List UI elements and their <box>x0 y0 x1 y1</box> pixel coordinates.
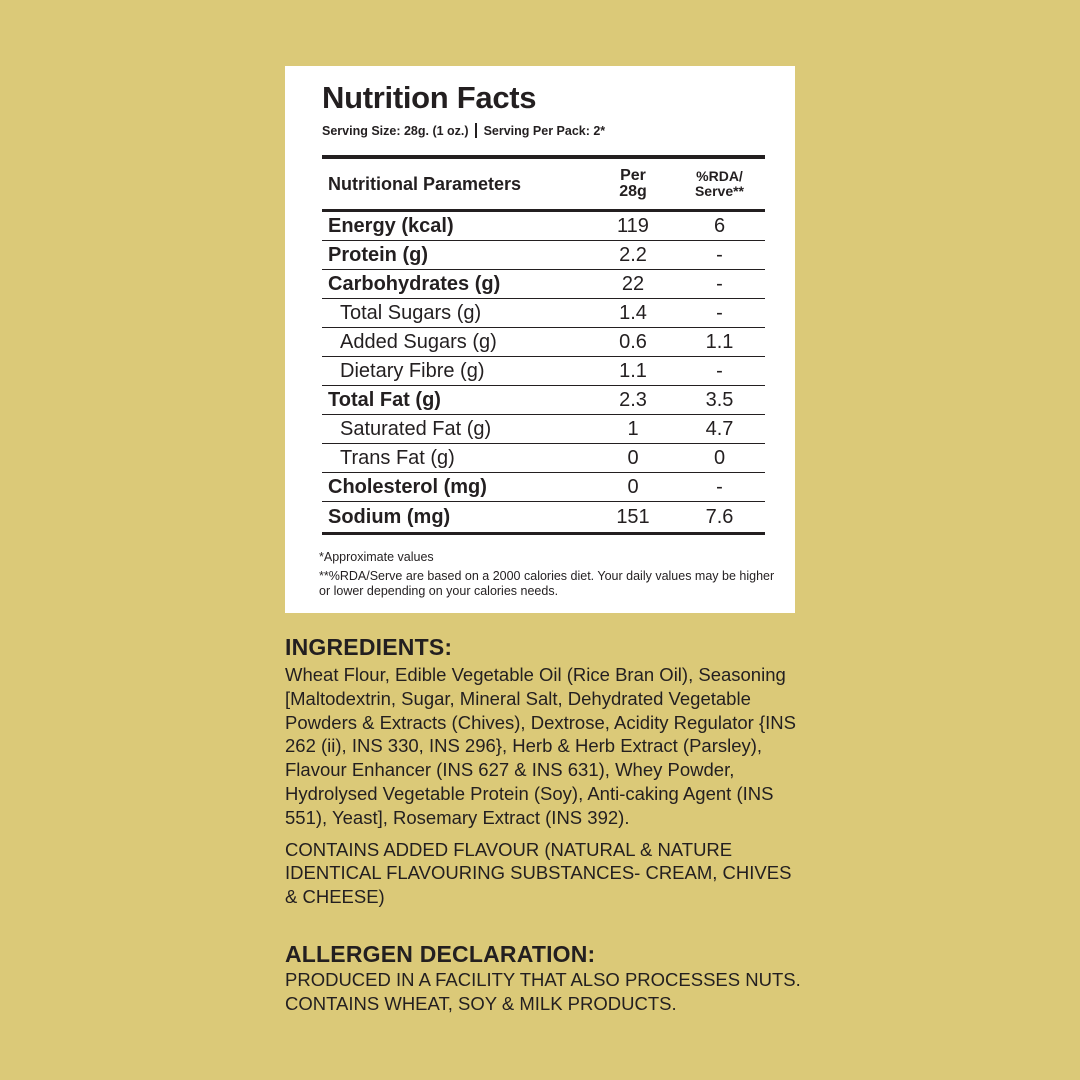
nutrient-name: Total Sugars (g) <box>340 301 482 324</box>
flavour-statement: CONTAINS ADDED FLAVOUR (NATURAL & NATURE IDENTICAL FLAVOURING SUBSTANCES- CREAM, CHIVES & CHEESE) <box>285 838 792 908</box>
rda-value: 3.5 <box>705 388 734 411</box>
serving-info <box>322 123 605 138</box>
rda-value: 0 <box>713 446 726 469</box>
per-28g-value: 0 <box>627 446 639 469</box>
nutrient-name: Dietary Fibre (g) <box>340 359 485 382</box>
nutrition-facts-title: Nutrition Facts <box>322 80 537 115</box>
table-row <box>322 415 765 444</box>
per-28g-value: 2.2 <box>619 243 647 266</box>
table-row <box>322 212 765 241</box>
nutrient-name: Trans Fat (g) <box>340 446 455 469</box>
rda-value: 4.7 <box>705 417 734 440</box>
per-28g-value: 151 <box>616 505 650 528</box>
per-28g-value: 22 <box>621 272 645 295</box>
table-row <box>322 241 765 270</box>
header-rda-line-2: Serve** <box>694 183 745 199</box>
per-28g-value: 1.1 <box>619 359 647 382</box>
ingredients-text: Wheat Flour, Edible Vegetable Oil (Rice Bran Oil), Seasoning [Maltodextrin, Sugar, Mineral Salt, Dehydrated Vegetable Powders & Extracts (Chives), Dextrose, Acidity Regulator {INS 262 (ii), INS 330, INS 296}, Herb & Herb Extract (Parsley), Flavour Enhancer (INS 627 & INS 631), Whey Powder, Hydrolysed Vegetable Protein (Soy), Anti-caking Agent (INS 551), Yeast], Rosemary Extract (INS 392). <box>285 664 796 828</box>
table-row <box>322 357 765 386</box>
rda-value: - <box>716 243 723 266</box>
rda-value: - <box>716 301 723 324</box>
table-row <box>322 502 765 532</box>
per-28g-value: 2.3 <box>619 388 647 411</box>
allergen-heading: ALLERGEN DECLARATION: <box>285 941 596 967</box>
rda-value: 1.1 <box>705 330 734 353</box>
nutrient-name: Total Fat (g) <box>328 388 441 411</box>
nutrient-name: Saturated Fat (g) <box>340 417 492 440</box>
header-per-line-1: Per <box>620 167 646 184</box>
nutrient-name: Protein (g) <box>328 243 428 266</box>
nutrient-name: Added Sugars (g) <box>340 330 497 353</box>
nutrition-table <box>322 155 765 535</box>
allergen-section <box>285 941 805 1016</box>
header-per-line-2: 28g <box>619 183 647 200</box>
serving-size: Serving Size: 28g. (1 oz.) <box>322 124 469 138</box>
table-row <box>322 299 765 328</box>
nutrient-name: Energy (kcal) <box>328 214 454 237</box>
nutrient-name: Cholesterol (mg) <box>328 475 487 498</box>
header-param: Nutritional Parameters <box>328 173 522 194</box>
per-28g-value: 0.6 <box>619 330 647 353</box>
footnote-rda: **%RDA/Serve are based on a 2000 calories diet. Your daily values may be higher or lower depending on your calories needs. <box>319 569 775 598</box>
footnotes <box>319 550 779 603</box>
rda-value: 7.6 <box>705 505 734 528</box>
header-rda-line-1: %RDA/ <box>696 168 743 184</box>
serving-per-pack: Serving Per Pack: 2* <box>483 124 606 138</box>
table-row <box>322 473 765 502</box>
rda-value: - <box>716 272 723 295</box>
table-row <box>322 386 765 415</box>
table-body <box>322 212 765 532</box>
per-28g-value: 1 <box>627 417 639 440</box>
nutrient-name: Sodium (mg) <box>328 505 451 528</box>
divider <box>475 123 477 138</box>
ingredients-heading: INGREDIENTS: <box>285 634 453 660</box>
table-row <box>322 444 765 473</box>
nutrition-facts-panel <box>285 66 795 613</box>
ingredients-section <box>285 634 805 909</box>
rda-value: - <box>716 359 723 382</box>
table-row <box>322 328 765 357</box>
header-rda <box>674 169 765 199</box>
per-28g-value: 119 <box>617 214 649 237</box>
table-header <box>322 159 765 212</box>
nutrient-name: Carbohydrates (g) <box>328 272 501 295</box>
rda-value: - <box>716 475 723 498</box>
rda-value: 6 <box>713 214 726 237</box>
table-row <box>322 270 765 299</box>
per-28g-value: 1.4 <box>619 301 647 324</box>
allergen-text: PRODUCED IN A FACILITY THAT ALSO PROCESSES NUTS. CONTAINS WHEAT, SOY & MILK PRODUCTS. <box>285 969 801 1014</box>
header-per <box>592 168 674 200</box>
per-28g-value: 0 <box>627 475 639 498</box>
footnote-approx: *Approximate values <box>319 550 434 564</box>
